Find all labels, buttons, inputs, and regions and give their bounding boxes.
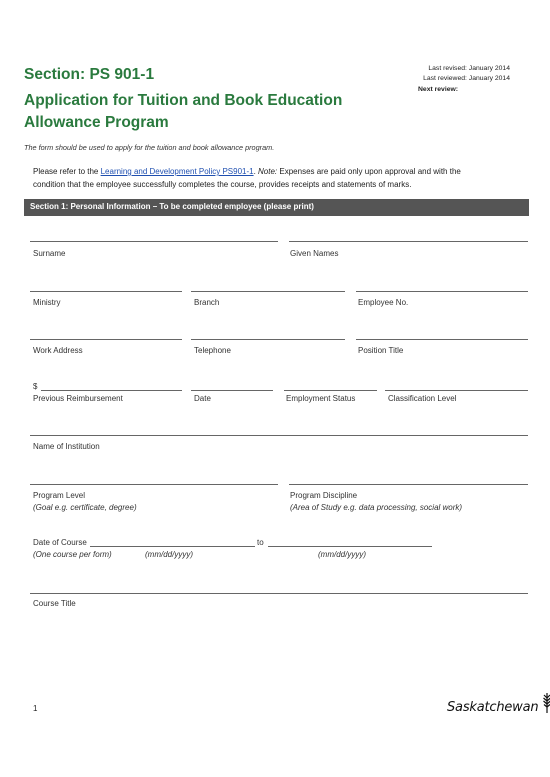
surname-label: Surname [33, 249, 66, 258]
last-revised: Last revised: January 2014 [428, 65, 510, 72]
ministry-label: Ministry [33, 298, 61, 307]
course-title-label: Course Title [33, 599, 76, 608]
previous-reimbursement-field[interactable] [41, 390, 182, 391]
policy-paragraph [33, 166, 528, 191]
surname-field[interactable] [30, 241, 278, 242]
note-text: Expenses are paid only upon approval and with the [277, 167, 461, 176]
to-label: to [257, 538, 264, 547]
date-label: Date [194, 394, 211, 403]
policy-line2: condition that the employee successfully completes the course, provides receipts and statements of marks. [33, 179, 412, 189]
section-number: Section: PS 901-1 [24, 66, 155, 83]
telephone-label: Telephone [194, 346, 231, 355]
program-discipline-field[interactable] [289, 484, 528, 485]
note-label: Note: [258, 167, 278, 176]
employment-status-label: Employment Status [286, 394, 356, 403]
wheat-icon [540, 692, 550, 714]
employee-no-field[interactable] [356, 291, 528, 292]
course-start-date-field[interactable] [90, 546, 255, 547]
previous-reimbursement-label: Previous Reimbursement [33, 394, 123, 403]
position-title-label: Position Title [358, 346, 404, 355]
policy-prefix: Please refer to the [33, 167, 101, 176]
course-end-date-field[interactable] [268, 546, 432, 547]
ministry-field[interactable] [30, 291, 182, 292]
program-discipline-hint: (Area of Study e.g. data processing, social work) [290, 503, 463, 512]
course-title-field[interactable] [30, 593, 528, 594]
employee-no-label: Employee No. [358, 298, 409, 307]
classification-level-label: Classification Level [388, 394, 457, 403]
next-review: Next review: [418, 86, 459, 93]
institution-field[interactable] [30, 435, 528, 436]
logo-text: Saskatchewan [447, 700, 539, 715]
given-names-field[interactable] [289, 241, 528, 242]
page-number: 1 [33, 704, 38, 713]
telephone-field[interactable] [191, 339, 345, 340]
intro-text: The form should be used to apply for the tuition and book allowance program. [24, 143, 275, 152]
form-title-line2: Allowance Program [24, 114, 169, 131]
program-level-field[interactable] [30, 484, 278, 485]
start-date-format: (mm/dd/yyyy) [145, 550, 193, 559]
work-address-label: Work Address [33, 346, 83, 355]
institution-label: Name of Institution [33, 442, 100, 451]
section1-heading: Section 1: Personal Information – To be completed employee (please print) [24, 199, 529, 216]
given-names-label: Given Names [290, 249, 339, 258]
policy-link[interactable]: Learning and Development Policy PS901-1 [100, 167, 254, 176]
last-reviewed: Last reviewed: January 2014 [423, 75, 510, 82]
position-title-field[interactable] [356, 339, 528, 340]
date-field[interactable] [191, 390, 273, 391]
branch-label: Branch [194, 298, 220, 307]
saskatchewan-logo [447, 698, 538, 716]
policy-after-link: . [253, 167, 259, 176]
work-address-field[interactable] [30, 339, 182, 340]
date-of-course-label: Date of Course [33, 538, 87, 547]
dollar-sign: $ [33, 382, 38, 391]
employment-status-field[interactable] [284, 390, 377, 391]
end-date-format: (mm/dd/yyyy) [318, 550, 366, 559]
program-level-label: Program Level [33, 491, 86, 500]
branch-field[interactable] [191, 291, 345, 292]
program-level-hint: (Goal e.g. certificate, degree) [33, 503, 137, 512]
form-title-line1: Application for Tuition and Book Education [24, 92, 343, 109]
one-course-note: (One course per form) [33, 550, 112, 559]
program-discipline-label: Program Discipline [290, 491, 358, 500]
classification-level-field[interactable] [385, 390, 528, 391]
